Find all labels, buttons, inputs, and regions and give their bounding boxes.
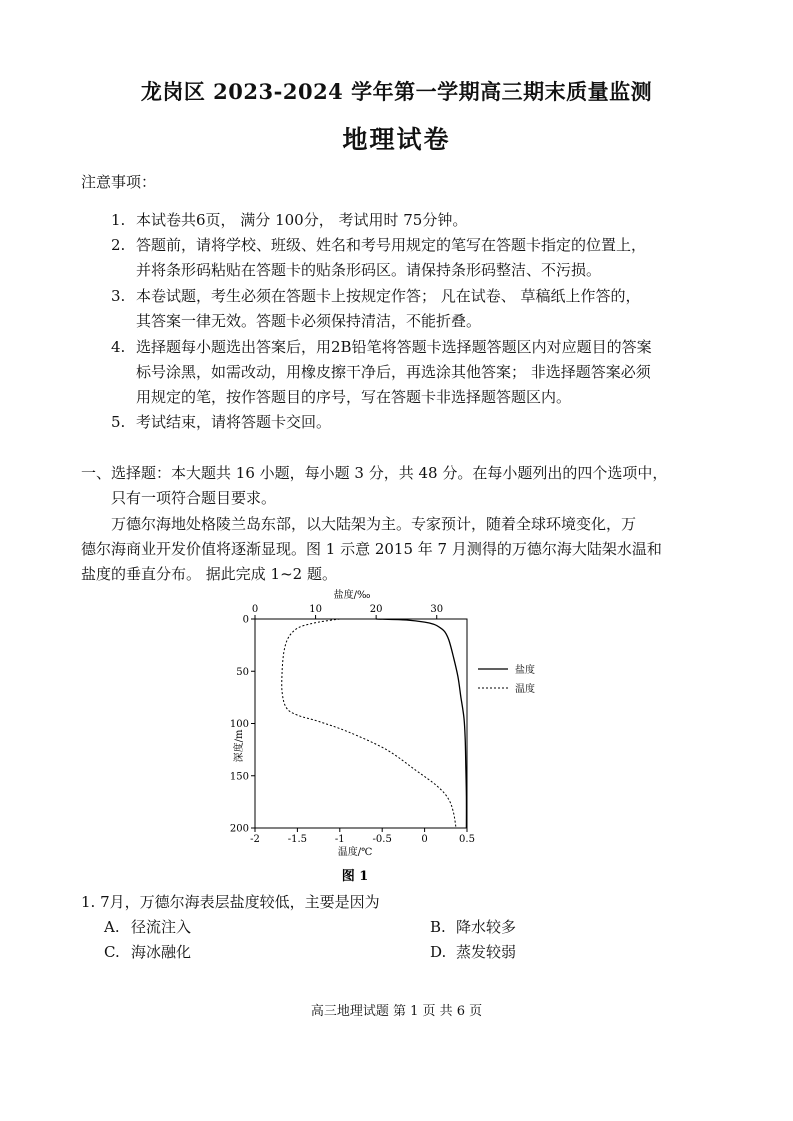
bottom-axis-label: 温度/℃ [337,847,373,858]
temperature-series-line [282,619,456,828]
notice-line: 标号涂黑，如需改动，用橡皮擦干净后，再选涂其他答案； 非选择题答案必须 [136,363,651,381]
notice-line: 用规定的笔，按作答题目的序号，写在答题卡非选择题答题区内。 [136,388,572,406]
top-axis-label: 盐度/‰ [333,590,371,601]
y-axis-tick-label: 0 [242,614,249,626]
notice-num: 2. [111,236,126,254]
passage-line: 德尔海商业开发价值将逐渐显现。图 1 示意 2015 年 7 月测得的万德尔海大陆架水温和 [81,540,662,558]
y-axis-tick-label: 150 [229,771,249,783]
figure-caption: 图 1 [341,869,369,884]
salinity-series-line [376,619,466,828]
bottom-axis-tick-label: 0.5 [459,834,475,845]
option-letter: C. [104,943,120,961]
bottom-axis-tick-label: -1.5 [287,834,308,845]
y-axis-label: 深度/m [234,729,245,763]
notice-num: 1. [111,211,126,229]
top-axis-tick-label: 0 [251,604,259,615]
page-footer: 高三地理试题 第 1 页 共 6 页 [310,1004,483,1019]
notice-line: 答题前，请将学校、班级、姓名和考号用规定的笔写在答题卡指定的位置上， [136,236,647,254]
section-heading: 一、选择题：本大题共 16 小题，每小题 3 分，共 48 分。在每小题列出的四个选项中， [81,464,668,482]
y-axis-tick-label: 50 [236,666,249,678]
legend-temperature-label: 温度 [515,684,535,695]
question-stem: 1. 7月，万德尔海表层盐度较低，主要是因为 [81,893,380,911]
option-text: 降水较多 [456,918,517,936]
option-text: 径流注入 [131,918,192,936]
top-axis-tick-label: 20 [369,604,383,615]
notice-line: 本试卷共6页， 满分 100分， 考试用时 75分钟。 [136,211,468,229]
section-heading-cont: 只有一项符合题目要求。 [111,489,277,507]
notice-line: 本卷试题，考生必须在答题卡上按规定作答； 凡在试卷、 草稿纸上作答的， [136,287,641,305]
notice-num: 4. [111,338,126,356]
option-letter: D. [430,943,447,961]
option-text: 蒸发较弱 [456,943,517,961]
option-letter: A. [104,918,120,936]
passage-line: 万德尔海地处格陵兰岛东部，以大陆架为主。专家预计，随着全球环境变化，万 [111,515,637,533]
option-letter: B. [430,918,446,936]
y-axis-tick-label: 100 [229,719,249,730]
legend-salinity-label: 盐度 [515,665,535,676]
notice-line: 并将条形码粘贴在答题卡的贴条形码区。请保持条形码整洁、不污损。 [136,261,602,279]
notice-num: 3. [111,287,126,305]
bottom-axis-tick-label: -2 [250,834,260,845]
bottom-axis-tick-label: -1 [334,834,345,845]
bottom-axis-tick-label: 0 [421,834,428,845]
top-axis-tick-label: 30 [430,604,444,615]
top-axis-tick-label: 10 [309,604,322,615]
option-text: 海冰融化 [131,943,192,961]
y-axis-tick-label: 200 [229,823,249,835]
notice-line: 其答案一律无效。答题卡必须保持清洁，不能折叠。 [136,312,482,330]
plot-frame [255,619,467,828]
notice-num: 5. [111,413,126,431]
exam-title: 龙岗区 2023-2024 学年第一学期高三期末质量监测 [140,79,653,104]
notice-line: 选择题每小题选出答案后，用2B铅笔将答题卡选择题答题区内对应题目的答案 [136,338,652,356]
subject-title: 地理试卷 [342,125,451,154]
notice-heading: 注意事项： [81,173,157,191]
bottom-axis-tick-label: -0.5 [372,834,392,845]
passage-line: 盐度的垂直分布。 据此完成 1~2 题。 [81,565,337,583]
notice-line: 考试结束，请将答题卡交回。 [136,413,332,431]
